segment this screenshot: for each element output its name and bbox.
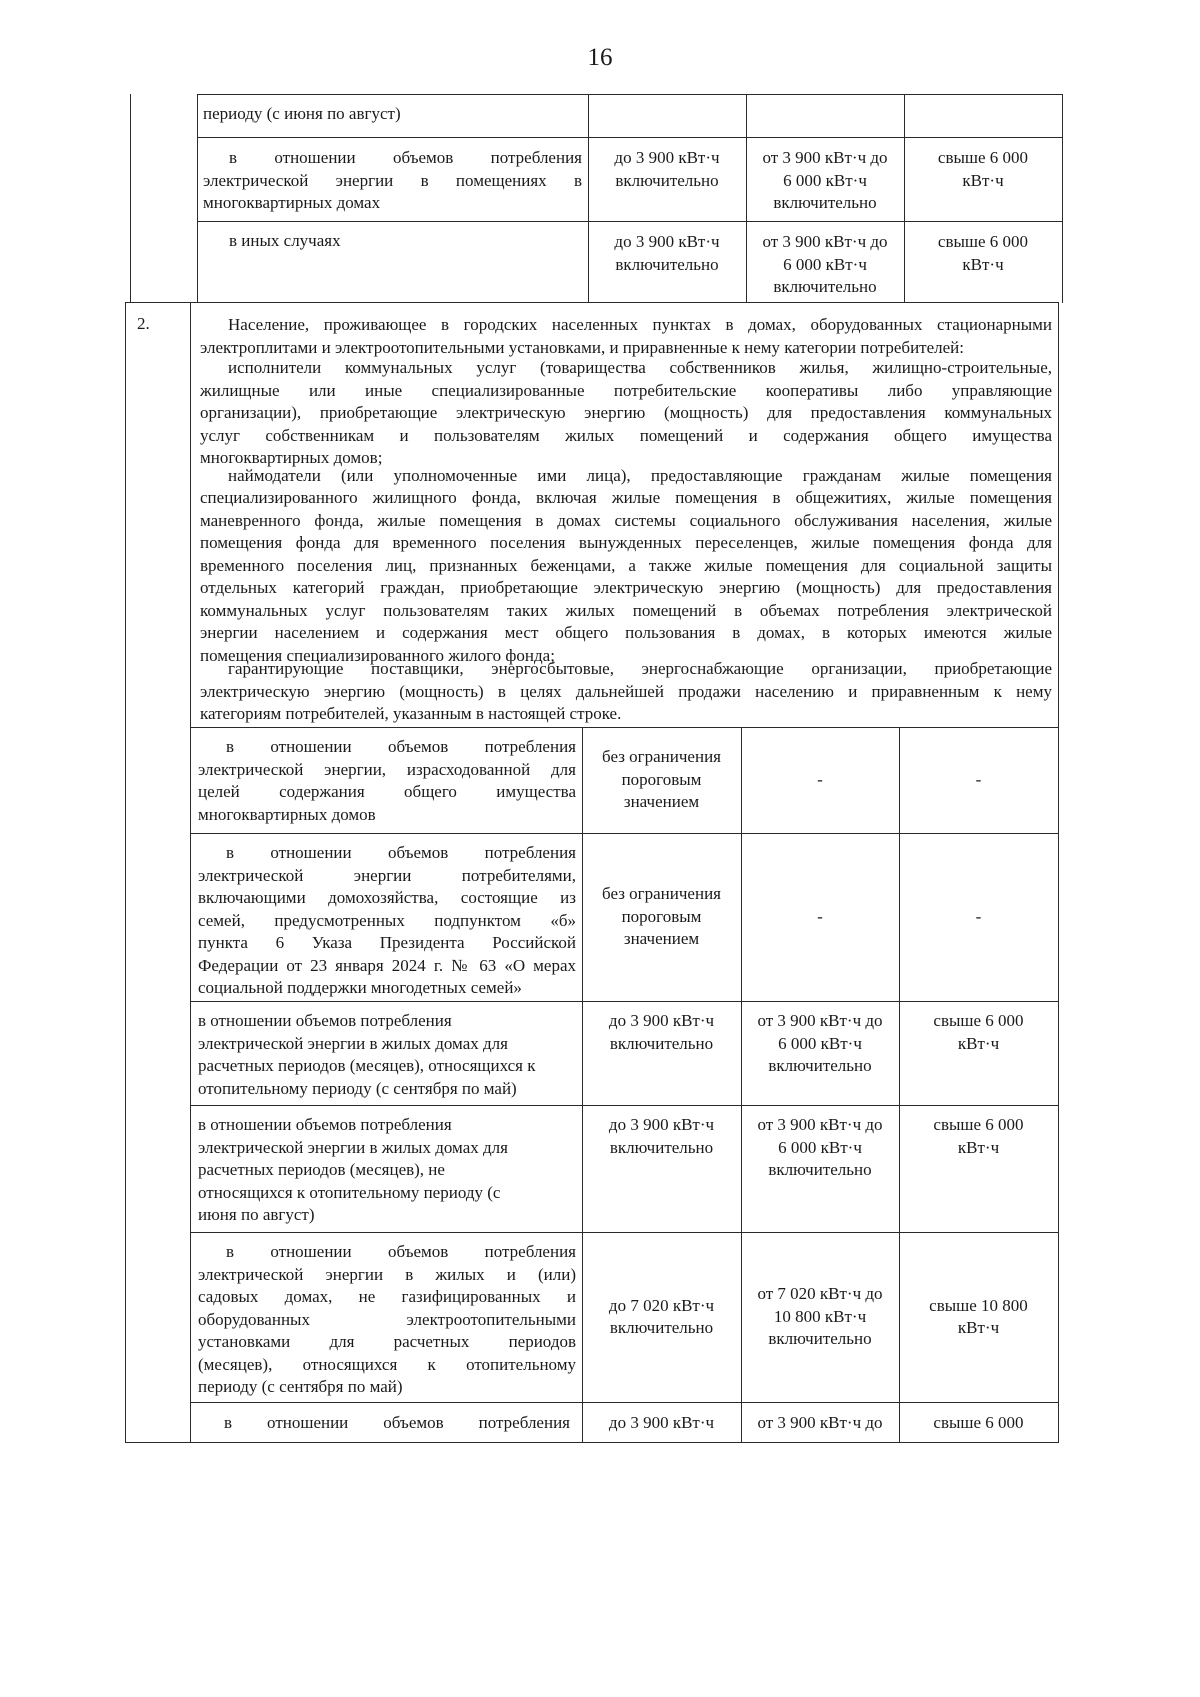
tier-2-value-line: 6 000 кВт·ч xyxy=(778,1033,862,1053)
row-label-line: многоквартирных домов xyxy=(198,804,376,824)
tier-1-value xyxy=(584,746,739,814)
tier-3-value xyxy=(901,1412,1056,1435)
row-label-line: целей содержания общего имущества xyxy=(198,782,576,801)
page-number: 16 xyxy=(587,44,613,71)
row-label-line: в отношении объемов потребления xyxy=(224,1413,570,1432)
description-paragraph-line: услуг собственникам и пользователям жилых помещений и содержания общего имущества xyxy=(200,425,1052,445)
col-border xyxy=(190,302,191,1442)
row-label-line: Федерации от 23 января 2024 г. № 63 «О мерах xyxy=(198,955,576,975)
description-paragraph xyxy=(200,658,1052,726)
tier-2-value-line: от 7 020 кВт·ч до xyxy=(757,1284,883,1304)
description-paragraph-line: исполнители коммунальных услуг (товарищества собственников жилья, жилищно-строительные, xyxy=(228,358,1052,377)
row-border xyxy=(197,137,1062,138)
description-paragraph-line: гарантирующие поставщики, энергосбытовые, энергоснабжающие организации, приобретающие xyxy=(228,659,1052,678)
tier-1-value-line: до 3 900 кВт·ч xyxy=(608,1011,715,1030)
row-label-line: в отношении объемов потребления xyxy=(229,148,582,167)
tier-2-value-line: - xyxy=(817,906,823,926)
tier-1-value-line: включительно xyxy=(609,1318,714,1337)
row-border xyxy=(197,94,1062,95)
row-label xyxy=(198,842,576,1000)
outer-right-border xyxy=(1058,302,1059,1443)
tier-2-value xyxy=(743,769,897,792)
tier-1-value xyxy=(584,1295,739,1340)
row-border xyxy=(190,1402,1058,1403)
row-label-line: июня по август) xyxy=(198,1205,315,1224)
tier-3-value xyxy=(901,1114,1056,1159)
row-label-line: в отношении объемов потребления xyxy=(226,843,576,862)
description-paragraph-line: отдельных категорий граждан, приобретающие электрическую энергию (мощность) для предоставления xyxy=(200,578,1052,597)
tier-2-value-line: 6 000 кВт·ч xyxy=(783,170,867,190)
description-paragraph-line: коммунальных услуг пользователям таких жилых помещений в объемах потребления электрической xyxy=(200,600,1052,620)
tier-1-value-line: включительно xyxy=(609,1033,714,1053)
description-paragraph-line: специализированного жилищного фонда, включая жилые помещения в общежитиях, жилые помещения xyxy=(200,488,1052,507)
description-paragraph-line: энергии населением и содержания мест общего пользования в домах, в которых имеются жилые xyxy=(200,623,1052,642)
row-label-line: относящихся к отопительному периоду (с xyxy=(198,1182,501,1202)
row-label-line: электрической энергии в жилых домах для xyxy=(198,1033,508,1053)
row-label-line: расчетных периодов (месяцев), не xyxy=(198,1160,445,1179)
tier-1-value xyxy=(584,883,739,951)
row-label-line: периоду (с сентября по май) xyxy=(198,1377,403,1396)
row-label-line: садовых домах, не газифицированных и xyxy=(198,1287,576,1306)
row-label xyxy=(198,1412,570,1435)
tier-3-value xyxy=(906,147,1060,192)
tier-3-value-line: кВт·ч xyxy=(957,1033,1000,1053)
row-label-line: расчетных периодов (месяцев), относящихся к xyxy=(198,1056,536,1075)
row-label-line: в отношении объемов потребления xyxy=(198,1011,452,1030)
row-label xyxy=(198,1114,576,1227)
description-paragraph-line: Население, проживающее в городских населенных пунктах в домах, оборудованных стационарными xyxy=(228,315,1052,334)
tier-2-value-line: 6 000 кВт·ч xyxy=(783,254,867,274)
col-border xyxy=(904,94,905,302)
tier-3-value-line: кВт·ч xyxy=(957,1318,1000,1337)
section-top-border xyxy=(125,302,1059,303)
row-border xyxy=(197,221,1062,222)
tier-2-value-line: от 3 900 кВт·ч до xyxy=(757,1115,883,1134)
tier-3-value xyxy=(901,906,1056,929)
row-label-line: пункта 6 Указа Президента Российской xyxy=(198,933,576,952)
row-label xyxy=(203,147,582,215)
row-label-line: (месяцев), относящихся к отопительному xyxy=(198,1354,576,1374)
tier-1-value-line: пороговым xyxy=(621,769,702,789)
tier-2-value xyxy=(743,1114,897,1182)
tier-1-value-line: до 3 900 кВт·ч xyxy=(608,1115,715,1134)
tier-1-value xyxy=(590,147,744,192)
row-label-line: электрической энергии в помещениях в xyxy=(203,170,582,190)
tier-3-value-line: свыше 6 000 xyxy=(937,232,1029,251)
tier-1-value-line: без ограничения xyxy=(602,747,721,767)
tier-3-value-line: свыше 10 800 xyxy=(929,1295,1028,1315)
col-border xyxy=(746,94,747,302)
tier-2-value-line: включительно xyxy=(773,277,877,296)
row-label-line: многоквартирных домах xyxy=(203,193,381,212)
tier-2-value-line: включительно xyxy=(773,193,877,212)
tier-3-value-line: свыше 6 000 xyxy=(933,1011,1024,1030)
tier-3-value-line: кВт·ч xyxy=(957,1137,1000,1157)
row-label xyxy=(198,1010,576,1100)
row-border xyxy=(190,1232,1058,1233)
tier-3-value-line: - xyxy=(975,906,982,926)
col-border xyxy=(582,727,583,1442)
row-label xyxy=(198,1241,576,1399)
row-label: периоду (с июня по август) xyxy=(203,104,401,123)
tier-3-value-line: свыше 6 000 xyxy=(933,1115,1024,1134)
tier-3-value-line: кВт·ч xyxy=(962,170,1004,190)
col-border xyxy=(197,94,198,302)
tier-3-value xyxy=(901,769,1056,792)
tier-2-value-line: от 3 900 кВт·ч до xyxy=(757,1011,883,1030)
tier-2-value xyxy=(743,906,897,929)
outer-left-border xyxy=(125,302,126,1443)
col-border xyxy=(741,727,742,1442)
tier-2-value-line: 6 000 кВт·ч xyxy=(778,1137,862,1157)
tier-1-value-line: пороговым xyxy=(621,906,702,926)
description-paragraph-line: организации), приобретающие электрическую энергию (мощность) для предоставления коммунальных xyxy=(200,403,1052,422)
tier-1-value-line: значением xyxy=(623,792,700,812)
col-border xyxy=(899,727,900,1442)
tier-2-value-line: от 3 900 кВт·ч до xyxy=(757,1413,883,1432)
row-label-line: включающими домохозяйства, состоящие из xyxy=(198,888,576,907)
tier-1-value-line: значением xyxy=(623,929,700,949)
row-label-line: в отношении объемов потребления xyxy=(226,1242,576,1261)
row-label: в иных случаях xyxy=(229,231,341,250)
tier-1-value-line: до 3 900 кВт·ч xyxy=(614,148,720,167)
outer-right-border xyxy=(1062,94,1063,303)
row-label xyxy=(198,736,576,826)
tier-3-value xyxy=(901,1295,1056,1340)
row-label-line: электрической энергии, израсходованной для xyxy=(198,759,576,779)
description-paragraph-line: маневренного фонда, жилые помещения в домах системы социального обслуживания населения, жилые xyxy=(200,510,1052,530)
tier-1-value xyxy=(584,1412,739,1435)
tier-1-value-line: без ограничения xyxy=(602,884,721,904)
tier-2-value xyxy=(743,1283,897,1351)
row-label-line: в отношении объемов потребления xyxy=(226,737,576,756)
row-label-line: социальной поддержки многодетных семей» xyxy=(198,978,522,997)
tier-2-value xyxy=(748,147,902,215)
tier-1-value-line: включительно xyxy=(615,170,719,190)
tier-2-value-line: от 3 900 кВт·ч до xyxy=(762,148,888,167)
row-border xyxy=(190,1001,1058,1002)
tier-2-value-line: - xyxy=(817,769,823,789)
tier-2-value xyxy=(748,231,902,299)
description-paragraph-line: наймодатели (или уполномоченные ими лица), предоставляющие гражданам жилые помещения xyxy=(228,465,1052,485)
description-paragraph xyxy=(200,465,1052,668)
tier-1-value xyxy=(584,1114,739,1159)
outer-left-border xyxy=(130,94,131,303)
tier-2-value xyxy=(743,1010,897,1078)
row-label-line: электрической энергии в жилых домах для xyxy=(198,1137,508,1157)
row-number: 2. xyxy=(137,314,150,333)
tier-2-value xyxy=(743,1412,897,1435)
row-border xyxy=(190,727,1058,728)
description-paragraph-line: многоквартирных домов; xyxy=(200,448,383,467)
description-paragraph-line: помещения фонда для временного поселения вынужденных переселенцев, жилые помещения фонда для xyxy=(200,533,1052,552)
tier-1-value-line: до 3 900 кВт·ч xyxy=(614,232,720,251)
row-border xyxy=(190,833,1058,834)
row-label-line: электрической энергии потребителями, xyxy=(198,865,576,885)
table-bottom-border xyxy=(125,1442,1059,1443)
row-label-line: семей, предусмотренных подпунктом «б» xyxy=(198,910,576,930)
tier-1-value xyxy=(584,1010,739,1055)
row-border xyxy=(190,1105,1058,1106)
description-paragraph-line: временного поселения лиц, признанных беженцами, а также жилые помещения для социальной защиты xyxy=(200,555,1052,575)
description-paragraph-line: электрическую энергию (мощность) в целях дальнейшей продажи населению и приравненным к нему xyxy=(200,681,1052,701)
row-label-line: оборудованных электроотопительными xyxy=(198,1309,576,1329)
tier-1-value-line: включительно xyxy=(615,254,719,274)
tier-1-value-line: включительно xyxy=(609,1137,714,1157)
tier-2-value-line: включительно xyxy=(768,1056,872,1075)
tier-3-value xyxy=(901,1010,1056,1055)
description-paragraph-line: электроплитами и электроотопительными установками, и приравненные к нему категории потребителей: xyxy=(200,337,964,357)
description-paragraph-line: помещения специализированного жилого фонда; xyxy=(200,645,555,665)
tier-2-value-line: от 3 900 кВт·ч до xyxy=(762,232,888,251)
tier-3-value-line: кВт·ч xyxy=(962,254,1004,274)
row-label-line: установками для расчетных периодов xyxy=(198,1332,576,1351)
description-paragraph-line: жилищные или иные специализированные потребительские кооперативы либо управляющие xyxy=(200,380,1052,400)
tier-2-value-line: включительно xyxy=(768,1160,872,1179)
tier-2-value-line: включительно xyxy=(768,1329,872,1349)
description-paragraph-line: категориям потребителей, указанным в настоящей строке. xyxy=(200,704,622,723)
tier-1-value xyxy=(590,231,744,276)
col-border xyxy=(588,94,589,302)
row-label-line: в отношении объемов потребления xyxy=(198,1115,452,1134)
tier-1-value-line: до 3 900 кВт·ч xyxy=(608,1413,715,1432)
tier-1-value-line: до 7 020 кВт·ч xyxy=(608,1295,715,1315)
row-label-line: электрической энергии в жилых и (или) xyxy=(198,1264,576,1284)
tier-3-value-line: - xyxy=(975,769,982,789)
description-paragraph xyxy=(200,314,1052,359)
row-label-line: отопительному периоду (с сентября по май) xyxy=(198,1078,517,1098)
tier-3-value-line: свыше 6 000 xyxy=(937,148,1029,167)
tier-3-value-line: свыше 6 000 xyxy=(933,1413,1024,1432)
tier-2-value-line: 10 800 кВт·ч xyxy=(773,1306,867,1326)
description-paragraph xyxy=(200,357,1052,470)
tier-3-value xyxy=(906,231,1060,276)
